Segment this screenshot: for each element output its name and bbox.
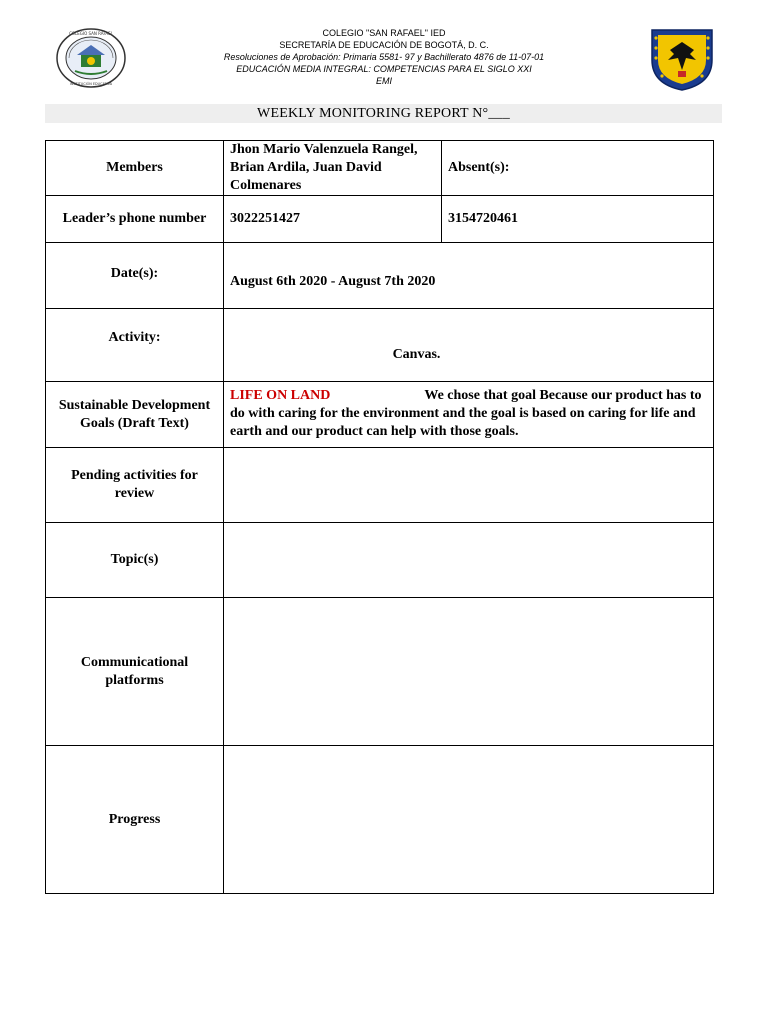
members-value[interactable]: Jhon Mario Valenzuela Rangel, Brian Ardila, Juan David Colmenares: [224, 141, 442, 196]
phone-row: [46, 196, 714, 243]
svg-text:INSTITUCIÓN EDUCATIVA: INSTITUCIÓN EDUCATIVA: [69, 82, 113, 86]
sdg-goal: LIFE ON LAND: [230, 388, 331, 403]
program-line: EDUCACIÓN MEDIA INTEGRAL: COMPETENCIAS PARA EL SIGLO XXI: [236, 64, 532, 74]
topics-value[interactable]: [224, 523, 714, 598]
phone-value-2[interactable]: 3154720461: [442, 196, 714, 243]
pending-row: [46, 448, 714, 523]
activity-label: Activity:: [46, 309, 224, 382]
progress-label: Progress: [46, 746, 224, 894]
pending-label: Pending activities for review: [46, 448, 224, 523]
progress-row: [46, 746, 714, 894]
secretariat-line: SECRETARÍA DE EDUCACIÓN DE BOGOTÁ, D. C.: [279, 40, 489, 50]
platforms-row: [46, 598, 714, 746]
progress-value[interactable]: [224, 746, 714, 894]
dates-value[interactable]: August 6th 2020 - August 7th 2020: [224, 243, 714, 309]
sdg-text: We chose that goal Because our product has to do with caring for the environment and the goal is based on caring for life and earth and our product can help with those goals.: [230, 388, 702, 439]
report-title: WEEKLY MONITORING REPORT N°___: [257, 106, 510, 121]
school-header: [150, 27, 618, 87]
phone-label: Leader’s phone number: [46, 196, 224, 243]
topics-row: [46, 523, 714, 598]
monitoring-form-table: [45, 140, 714, 894]
platforms-label: Communicational platforms: [46, 598, 224, 746]
dates-row: [46, 243, 714, 309]
program-acronym: EMI: [375, 76, 392, 86]
pending-value[interactable]: [224, 448, 714, 523]
school-seal-icon: [55, 27, 127, 89]
platforms-value[interactable]: [224, 598, 714, 746]
sdg-label: Sustainable Development Goals (Draft Text): [46, 382, 224, 448]
activity-row: [46, 309, 714, 382]
activity-value[interactable]: Canvas.: [224, 309, 714, 382]
bogota-coat-of-arms-icon: [648, 26, 716, 92]
dates-label: Date(s):: [46, 243, 224, 309]
phone-value-1[interactable]: 3022251427: [224, 196, 442, 243]
resolutions-line: Resoluciones de Aprobación: Primaria 5581- 97 y Bachillerato 4876 de 11-07-01: [223, 52, 545, 62]
svg-text:COLEGIO SAN RAFAEL: COLEGIO SAN RAFAEL: [69, 31, 113, 36]
members-label: Members: [46, 141, 224, 196]
topics-label: Topic(s): [46, 523, 224, 598]
members-row: [46, 141, 714, 196]
school-name: COLEGIO "SAN RAFAEL" IED: [322, 28, 446, 38]
sdg-row: [46, 382, 714, 448]
absent-label[interactable]: Absent(s):: [442, 141, 714, 196]
sdg-value[interactable]: [224, 382, 714, 448]
